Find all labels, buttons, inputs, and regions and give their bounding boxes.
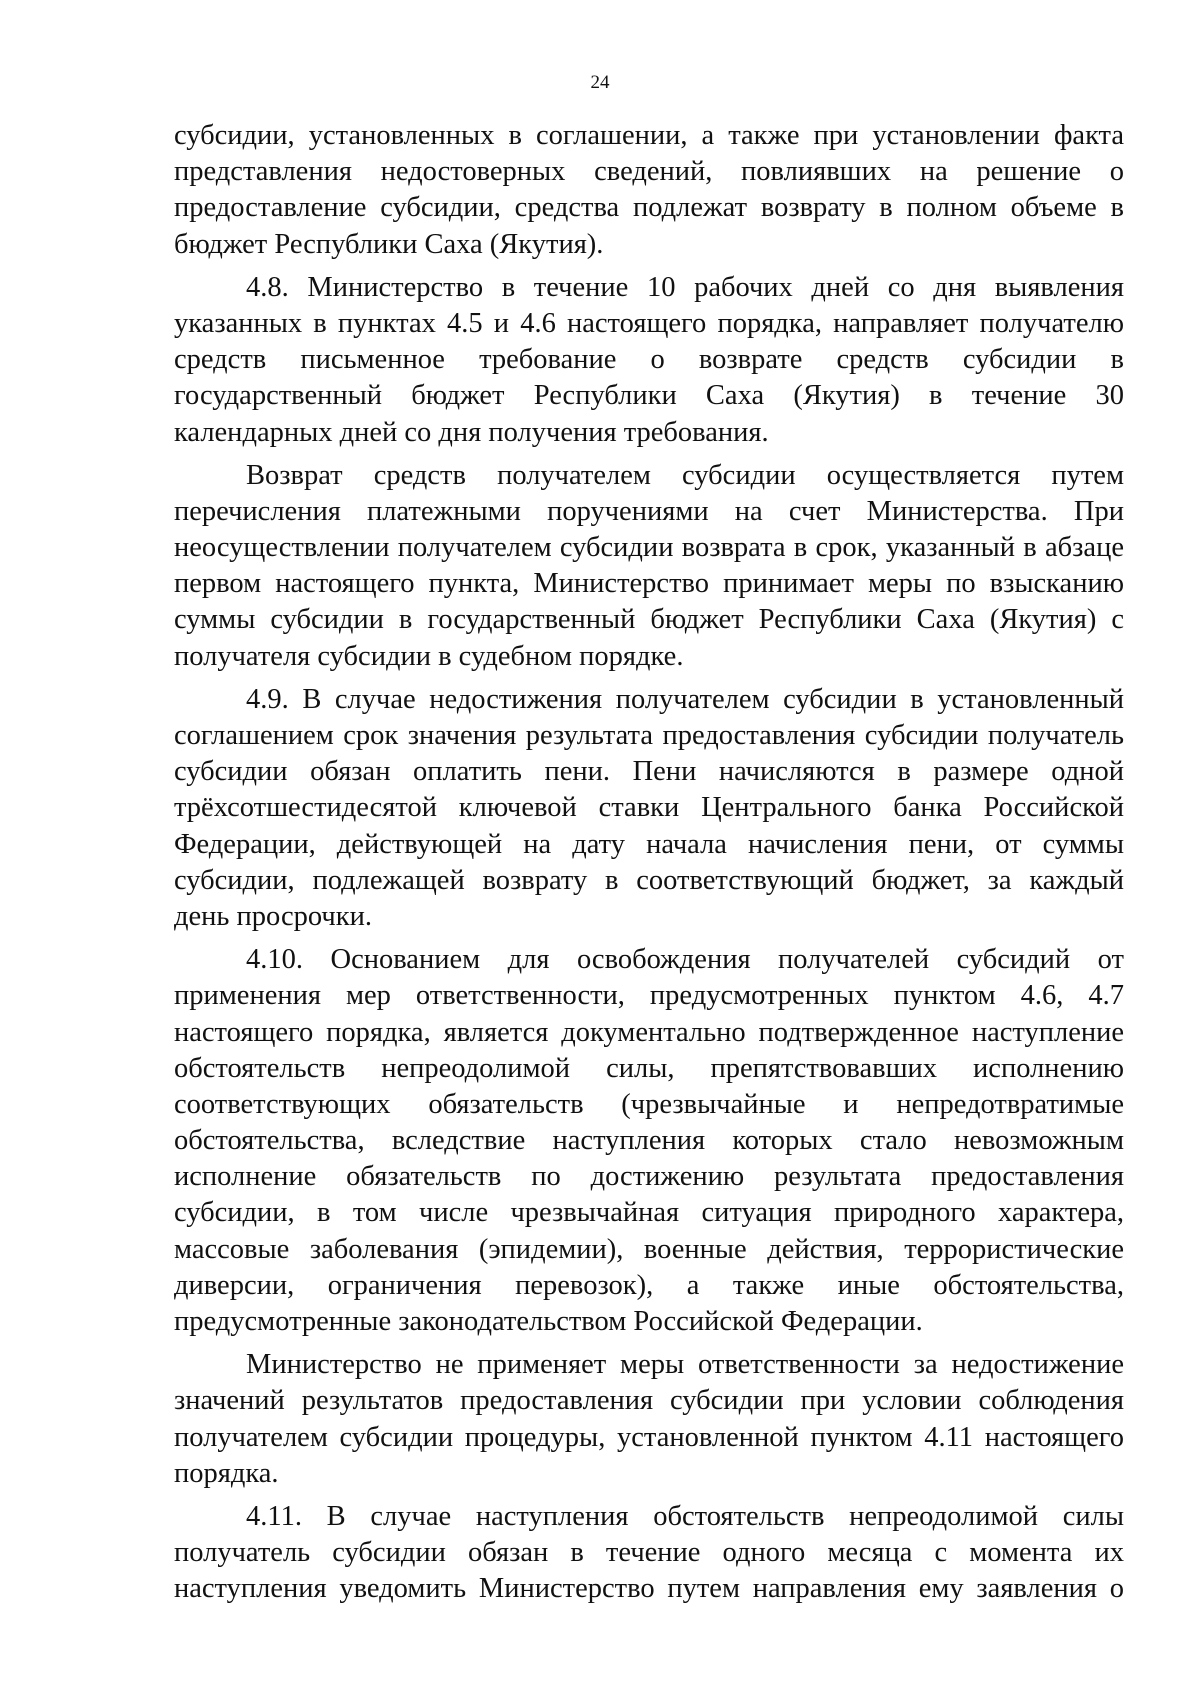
paragraph-line: субсидии, в том числе чрезвычайная ситуация природного характера,	[174, 1197, 1124, 1229]
paragraph-line: неосуществлении получателем субсидии возврата в срок, указанный в абзаце	[174, 532, 1124, 564]
paragraph-line: перечисления платежными поручениями на счет Министерства. При	[174, 495, 1124, 527]
paragraph-line: бюджет Республики Саха (Якутия).	[174, 228, 604, 260]
paragraph-line: исполнение обязательств по достижению результата предоставления	[174, 1161, 1124, 1193]
paragraph-line: предоставление субсидии, средства подлежат возврату в полном объеме в	[174, 192, 1124, 224]
paragraph-line: диверсии, ограничения перевозок), а также иные обстоятельства,	[174, 1269, 1124, 1301]
paragraph-line: получателя субсидии в судебном порядке.	[174, 640, 684, 672]
paragraph-line: суммы субсидии в государственный бюджет Республики Саха (Якутия) с	[174, 604, 1124, 636]
paragraph-line: субсидии, подлежащей возврату в соответствующий бюджет, за каждый	[174, 864, 1124, 896]
paragraph-line: обстоятельств непреодолимой силы, препятствовавших исполнению	[174, 1052, 1124, 1084]
paragraph-line: субсидии обязан оплатить пени. Пени начисляются в размере одной	[174, 756, 1124, 788]
paragraph-line: 4.10. Основанием для освобождения получателей субсидий от	[246, 944, 1124, 976]
paragraph-line: указанных в пунктах 4.5 и 4.6 настоящего порядка, направляет получателю	[174, 307, 1124, 339]
paragraph-line: 4.9. В случае недостижения получателем субсидии в установленный	[246, 683, 1124, 715]
paragraph-line: применения мер ответственности, предусмотренных пунктом 4.6, 4.7	[174, 980, 1124, 1012]
paragraph-line: порядка.	[174, 1457, 279, 1489]
paragraph-line: массовые заболевания (эпидемии), военные действия, террористические	[174, 1233, 1124, 1265]
paragraph	[174, 682, 1124, 935]
paragraph-line: 4.8. Министерство в течение 10 рабочих дней со дня выявления	[246, 271, 1124, 303]
paragraph-line: средств письменное требование о возврате средств субсидии в	[174, 344, 1124, 376]
paragraph-line: обстоятельства, вследствие наступления которых стало невозможным	[174, 1125, 1124, 1157]
paragraph-gap	[174, 1492, 1124, 1499]
page-number: 24	[590, 72, 610, 93]
paragraph-line: представления недостоверных сведений, повлиявших на решение о	[174, 156, 1124, 188]
paragraph-line: государственный бюджет Республики Саха (Якутия) в течение 30	[174, 380, 1124, 412]
paragraph-gap	[174, 675, 1124, 682]
document-body	[174, 118, 1124, 1608]
paragraph-gap	[174, 263, 1124, 270]
paragraph-gap	[174, 935, 1124, 942]
paragraph-line: Возврат средств получателем субсидии осуществляется путем	[246, 459, 1124, 491]
paragraph-line: субсидии, установленных в соглашении, а также при установлении факта	[174, 120, 1124, 151]
paragraph-line: предусмотренные законодательством Российской Федерации.	[174, 1306, 923, 1337]
paragraph-line: настоящего порядка, является документально подтвержденное наступление	[174, 1016, 1124, 1048]
paragraph-gap	[174, 451, 1124, 458]
paragraph	[174, 458, 1124, 675]
paragraph-line: Федерации, действующей на дату начала начисления пени, от суммы	[174, 828, 1124, 860]
paragraph-line: трёхсотшестидесятой ключевой ставки Центрального банка Российской	[174, 792, 1124, 824]
paragraph-line: наступления уведомить Министерство путем направления ему заявления о	[174, 1573, 1124, 1605]
paragraph	[174, 1347, 1124, 1492]
paragraph-line: соглашением срок значения результата предоставления субсидии получатель	[174, 720, 1124, 751]
paragraph-line: 4.11. В случае наступления обстоятельств непреодолимой силы	[246, 1500, 1124, 1532]
paragraph	[174, 1499, 1124, 1608]
paragraph-line: первом настоящего пункта, Министерство принимает меры по взысканию	[174, 568, 1124, 600]
paragraph-line: значений результатов предоставления субсидии при условии соблюдения	[174, 1385, 1124, 1417]
paragraph	[174, 270, 1124, 451]
paragraph-gap	[174, 1340, 1124, 1347]
paragraph-line: день просрочки.	[174, 900, 372, 932]
paragraph-line: календарных дней со дня получения требования.	[174, 416, 769, 448]
paragraph	[174, 942, 1124, 1340]
paragraph	[174, 118, 1124, 263]
paragraph-line: соответствующих обязательств (чрезвычайные и непредотвратимые	[174, 1088, 1124, 1120]
paragraph-line: Министерство не применяет меры ответственности за недостижение	[246, 1349, 1124, 1381]
paragraph-line: получателем субсидии процедуры, установленной пунктом 4.11 настоящего	[174, 1421, 1124, 1453]
paragraph-line: получатель субсидии обязан в течение одного месяца с момента их	[174, 1537, 1124, 1569]
